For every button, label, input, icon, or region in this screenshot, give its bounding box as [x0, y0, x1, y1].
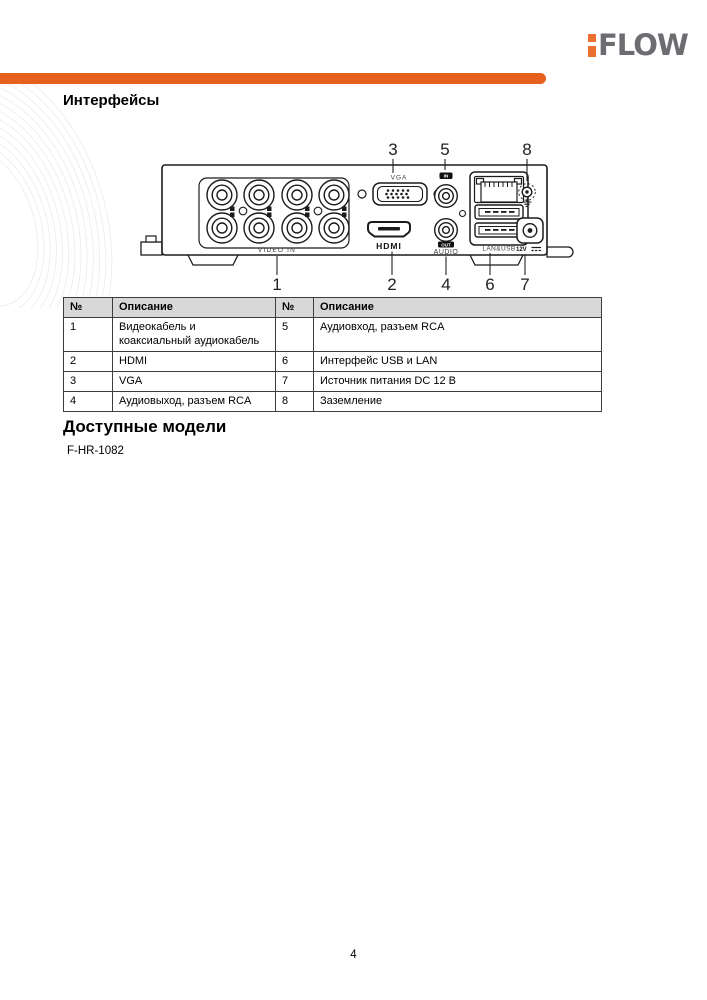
foot-left — [188, 255, 238, 265]
table-cell: 8 — [276, 392, 314, 412]
power-label: 12V — [516, 247, 527, 253]
lan-usb-label: LAN&USB — [482, 245, 516, 253]
audio-out-label: OUT — [441, 242, 451, 248]
table-cell: 6 — [276, 352, 314, 372]
table-cell: Источник питания DC 12 В — [314, 372, 602, 392]
lan-port — [475, 177, 524, 203]
page-number: 4 — [350, 949, 357, 961]
usb-port-1 — [475, 205, 523, 219]
logo-i-dot — [588, 34, 596, 42]
video-in-label: VIDEO IN — [257, 247, 297, 254]
accent-bar — [0, 73, 546, 84]
table-row — [64, 392, 602, 412]
rear-panel-diagram — [135, 128, 585, 298]
table-cell: Аудиовыход, разъем RCA — [113, 392, 276, 412]
mount-bracket-right — [547, 247, 573, 257]
callout-4: 4 — [441, 275, 451, 294]
table-cell: 7 — [276, 372, 314, 392]
logo-text: FLOW — [598, 28, 688, 62]
vga-screw-left — [358, 190, 366, 198]
callout-7: 7 — [520, 275, 530, 294]
mount-tab-left-notch — [146, 236, 156, 242]
dc-power-jack — [517, 218, 543, 243]
audio-label: AUDIO — [433, 249, 459, 256]
foot-right — [470, 255, 523, 265]
callout-6: 6 — [485, 275, 495, 294]
table-row — [64, 352, 602, 372]
table-cell: 2 — [64, 352, 113, 372]
section-title-models: Доступные модели — [63, 417, 227, 436]
callout-1: 1 — [272, 275, 282, 294]
table-header-row — [64, 298, 602, 318]
interface-table — [63, 297, 602, 412]
mount-tab-left — [141, 242, 162, 255]
callout-2: 2 — [387, 275, 397, 294]
hdmi-port-slot — [378, 227, 400, 231]
table-cell: HDMI — [113, 352, 276, 372]
table-cell: VGA — [113, 372, 276, 392]
callout-3: 3 — [388, 140, 398, 159]
table-header-cell: № — [64, 298, 113, 318]
table-cell: Интерфейс USB и LAN — [314, 352, 602, 372]
table-header-cell: Описание — [314, 298, 602, 318]
table-row — [64, 372, 602, 392]
callout-8: 8 — [522, 140, 532, 159]
table-header-cell: № — [276, 298, 314, 318]
table-cell: 4 — [64, 392, 113, 412]
audio-in-label: IN — [443, 174, 449, 180]
logo-i-mark — [588, 34, 596, 57]
background-swirl-decoration — [0, 78, 130, 308]
table-cell: Заземление — [314, 392, 602, 412]
table-cell: 1 — [64, 318, 113, 352]
flow-logo — [588, 28, 688, 62]
usb-port-2 — [475, 223, 523, 237]
table-cell: Видеокабель и коаксиальный аудиокабель — [113, 318, 276, 352]
callout-5: 5 — [440, 140, 450, 159]
logo-i-stem — [588, 46, 596, 57]
hdmi-label: HDMI — [376, 241, 402, 251]
vga-label: VGA — [390, 174, 408, 182]
table-header-cell: Описание — [113, 298, 276, 318]
vga-port-inner — [378, 187, 423, 202]
table-cell: 5 — [276, 318, 314, 352]
section-title-interfaces: Интерфейсы — [63, 92, 160, 109]
table-cell: 3 — [64, 372, 113, 392]
table-row — [64, 318, 602, 352]
table-cell: Аудиовход, разъем RCA — [314, 318, 602, 352]
model-name: F-HR-1082 — [67, 445, 124, 457]
